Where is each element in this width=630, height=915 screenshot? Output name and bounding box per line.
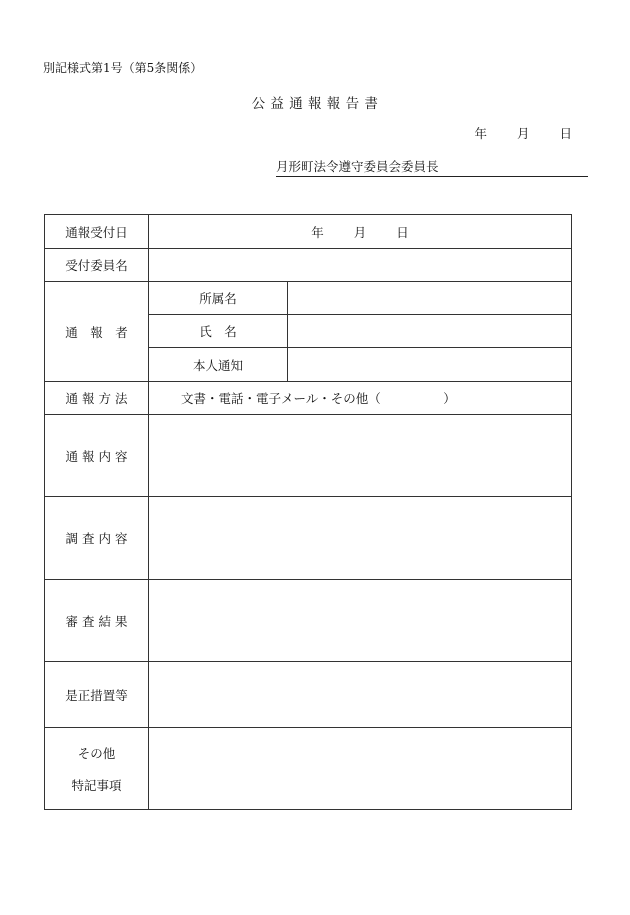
other-label-line-1: その他: [77, 745, 116, 761]
method-label: 通 報 方 法: [45, 382, 149, 415]
method-options[interactable]: 文書・電話・電子メール・その他（ ）: [149, 382, 572, 415]
row-review: [45, 580, 572, 662]
name-field[interactable]: [288, 315, 572, 348]
row-method: [45, 382, 572, 415]
row-content: [45, 415, 572, 497]
row-investigation: [45, 497, 572, 580]
investigation-label: 調 査 内 容: [45, 497, 149, 580]
addressee: 月形町法令遵守委員会委員長: [276, 157, 588, 177]
receiver-field[interactable]: [149, 249, 572, 282]
receiver-label: 受付委員名: [45, 249, 149, 282]
date-day: 日: [559, 126, 572, 141]
notify-label: 本人通知: [149, 348, 288, 382]
document-title: 公 益 通 報 報 告 書: [251, 96, 379, 112]
affiliation-field[interactable]: [288, 282, 572, 315]
receipt-date-field[interactable]: [149, 215, 572, 249]
document-date: [474, 124, 572, 142]
form-number: 別記様式第1号（第5条関係）: [43, 61, 203, 75]
other-field[interactable]: [149, 728, 572, 810]
investigation-field[interactable]: [149, 497, 572, 580]
name-label: 氏 名: [149, 315, 288, 348]
review-label: 審 査 結 果: [45, 580, 149, 662]
report-form-table: [44, 214, 572, 810]
review-field[interactable]: [149, 580, 572, 662]
notify-field[interactable]: [288, 348, 572, 382]
reporter-label: 通 報 者: [45, 282, 149, 382]
date-year: 年: [474, 126, 487, 141]
correction-label: 是正措置等: [45, 662, 149, 728]
receipt-date-month: 月: [353, 224, 367, 240]
other-label-line-2: 特記事項: [71, 777, 122, 793]
other-label: [45, 728, 149, 810]
content-label: 通 報 内 容: [45, 415, 149, 497]
correction-field[interactable]: [149, 662, 572, 728]
affiliation-label: 所属名: [149, 282, 288, 315]
receipt-date-label: 通報受付日: [45, 215, 149, 249]
row-affiliation: [45, 282, 572, 315]
row-receipt-date: [45, 215, 572, 249]
receipt-date-day: 日: [396, 224, 409, 240]
row-correction: [45, 662, 572, 728]
row-other: [45, 728, 572, 810]
receipt-date-year: 年: [311, 224, 324, 240]
row-receiver: [45, 249, 572, 282]
date-month: 月: [516, 126, 530, 141]
content-field[interactable]: [149, 415, 572, 497]
